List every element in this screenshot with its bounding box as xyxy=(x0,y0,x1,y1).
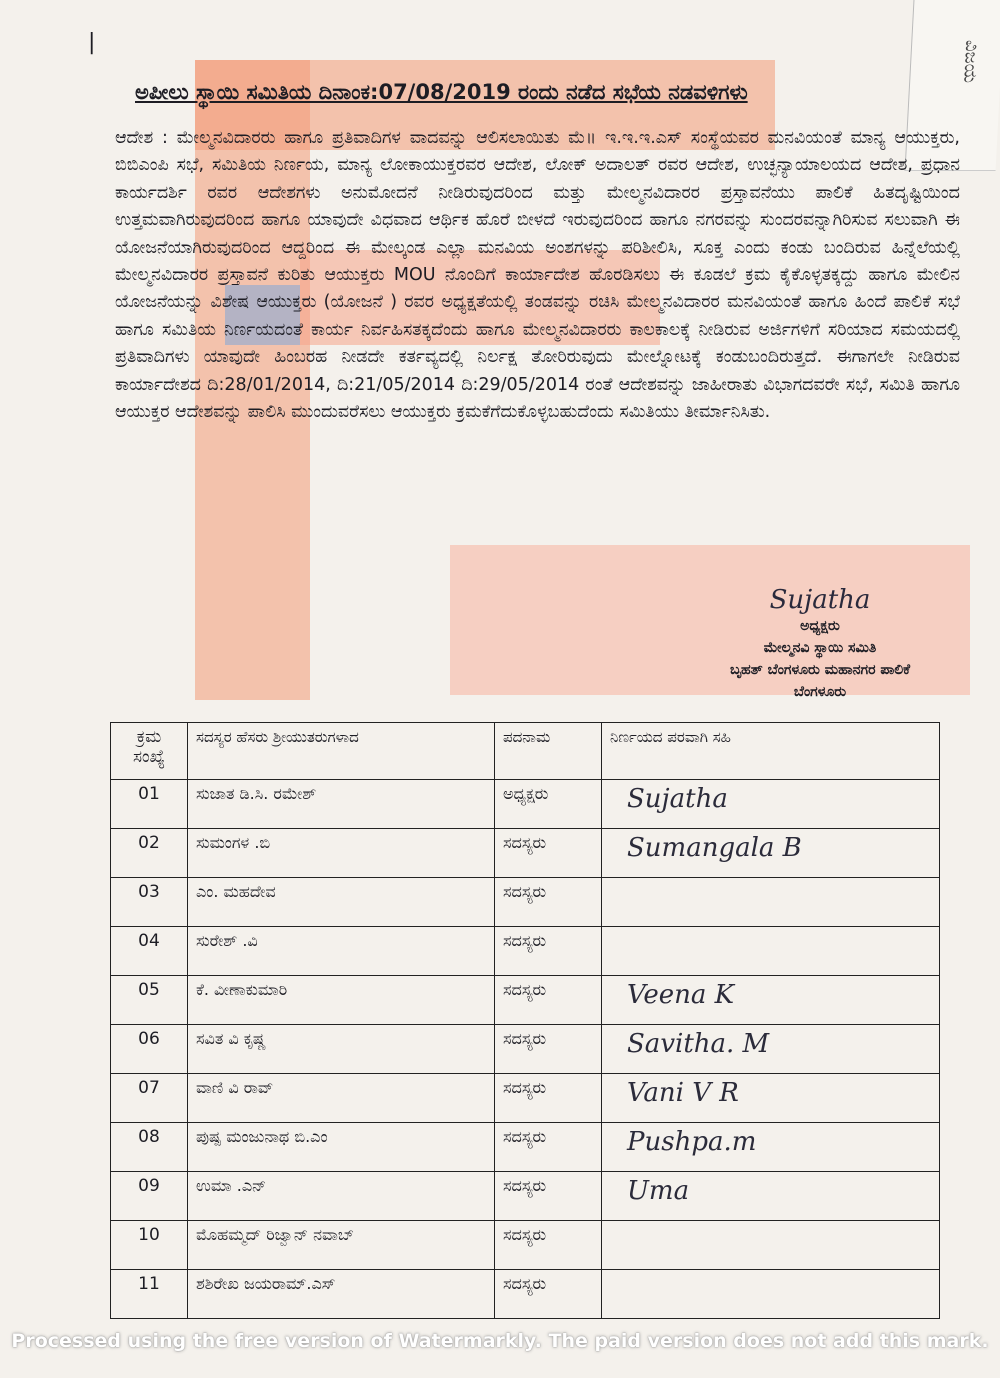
table-row xyxy=(111,1172,940,1221)
row-name: ಕೆ. ವೀಣಾಕುಮಾರಿ xyxy=(188,976,495,1025)
corner-note-text: ವಿಜಯ xyxy=(959,40,983,83)
row-serial: 01 xyxy=(111,780,188,829)
table-header-row xyxy=(111,723,940,780)
row-serial: 10 xyxy=(111,1221,188,1270)
table-row xyxy=(111,780,940,829)
row-serial: 09 xyxy=(111,1172,188,1221)
table-row xyxy=(111,1221,940,1270)
row-signature: Sujatha xyxy=(602,780,940,829)
row-designation: ಸದಸ್ಯರು xyxy=(495,878,602,927)
footer-watermark: Processed using the free version of Watermarkly. The paid version does not add this mark. xyxy=(11,1330,989,1352)
table-row xyxy=(111,927,940,976)
table-row xyxy=(111,976,940,1025)
row-signature: Veena K xyxy=(602,976,940,1025)
table-row xyxy=(111,1270,940,1319)
row-name: ಸವಿತ ವಿ ಕೃಷ್ಣ xyxy=(188,1025,495,1074)
table-body xyxy=(111,780,940,1319)
header-serial: ಕ್ರಮ ಸಂಖ್ಯೆ xyxy=(111,723,188,780)
table-row xyxy=(111,1025,940,1074)
document-title: ಅಪೀಲು ಸ್ಥಾಯಿ ಸಮಿತಿಯ ದಿನಾಂಕ:07/08/2019 ರಂದು ನಡೆದ ಸಭೆಯ ನಡವಳಿಗಳು xyxy=(135,80,748,104)
row-designation: ಸದಸ್ಯರು xyxy=(495,927,602,976)
row-designation: ಸದಸ್ಯರು xyxy=(495,1025,602,1074)
row-serial: 11 xyxy=(111,1270,188,1319)
row-designation: ಸದಸ್ಯರು xyxy=(495,1221,602,1270)
row-name: ಸುರೇಶ್ .ವಿ xyxy=(188,927,495,976)
row-name: ವಾಣಿ ವಿ ರಾವ್ xyxy=(188,1074,495,1123)
row-name: ಸುಮಂಗಳ .ಬಿ xyxy=(188,829,495,878)
table-row xyxy=(111,878,940,927)
row-serial: 08 xyxy=(111,1123,188,1172)
table-row xyxy=(111,1074,940,1123)
row-serial: 06 xyxy=(111,1025,188,1074)
signature-title: ಅಧ್ಯಕ್ಷರು xyxy=(800,618,840,634)
row-designation: ಅಧ್ಯಕ್ಷರು xyxy=(495,780,602,829)
row-signature: Vani V R xyxy=(602,1074,940,1123)
header-designation: ಪದನಾಮ xyxy=(495,723,602,780)
row-serial: 03 xyxy=(111,878,188,927)
chairperson-signature-block xyxy=(700,585,940,703)
signature-organisation: ಬೃಹತ್ ಬೆಂಗಳೂರು ಮಹಾನಗರ ಪಾಲಿಕೆ xyxy=(729,662,911,678)
row-signature xyxy=(602,1221,940,1270)
header-name: ಸದಸ್ಯರ ಹೆಸರು ಶ್ರೀಯುತರುಗಳಾದ xyxy=(188,723,495,780)
row-signature xyxy=(602,878,940,927)
row-signature xyxy=(602,1270,940,1319)
members-table xyxy=(110,722,940,1319)
row-name: ಎಂ. ಮಹದೇವ xyxy=(188,878,495,927)
signature-city: ಬೆಂಗಳೂರು xyxy=(793,684,847,700)
row-designation: ಸದಸ್ಯರು xyxy=(495,829,602,878)
row-signature: Savitha. M xyxy=(602,1025,940,1074)
row-designation: ಸದಸ್ಯರು xyxy=(495,1270,602,1319)
row-designation: ಸದಸ್ಯರು xyxy=(495,1172,602,1221)
row-designation: ಸದಸ್ಯರು xyxy=(495,1123,602,1172)
margin-mark: | xyxy=(88,30,96,55)
order-paragraph: ಆದೇಶ : ಮೇಲ್ಮನವಿದಾರರು ಹಾಗೂ ಪ್ರತಿವಾದಿಗಳ ವಾದವನ್ನು ಆಲಿಸಲಾಯಿತು ಮೆ॥ ಇ.ಇ.ಇ.ಎಸ್ ಸಂಸ್ಥೆಯವರ ಮನವಿಯಂತೆ ಮಾನ್ಯ ಆಯುಕ್ತರು, ಬಿಬಿಎಂಪಿ ಸಭೆ, ಸಮಿತಿಯ ನಿರ್ಣಯ, ಮಾನ್ಯ ಲೋಕಾಯುಕ್ತರವರ ಆದೇಶ, ಲೋಕ್ ಅದಾಲತ್ ರವರ ಆದೇಶ, ಉಚ್ಛನ್ಯಾಯಾಲಯದ ಆದೇಶ, ಪ್ರಧಾನ ಕಾರ್ಯದರ್ಶಿ ರವರ ಆದೇಶಗಳು ಅನುಮೋದನೆ ನೀಡಿರುವುದರಿಂದ ಮತ್ತು ಮೇಲ್ಮನವಿದಾರರ ಪ್ರಸ್ತಾವನೆಯು ಪಾಲಿಕೆ ಹಿತದೃಷ್ಟಿಯಿಂದ ಉತ್ತಮವಾಗಿರುವುದರಿಂದ ಹಾಗೂ ಯಾವುದೇ ವಿಧವಾದ ಆರ್ಥಿಕ ಹೊರೆ ಬೀಳದೆ ಇರುವುದರಿಂದ ಹಾಗೂ ನಗರವನ್ನು ಸುಂದರವನ್ನಾಗಿರಿಸುವ ಸಲುವಾಗಿ ಈ ಯೋಜನೆಯಾಗಿರುವುದರಿಂದ ಆದ್ದರಿಂದ ಈ ಮೇಲ್ಕಂಡ ಎಲ್ಲಾ ಮನವಿಯ ಅಂಶಗಳನ್ನು ಪರಿಶೀಲಿಸಿ, ಸೂಕ್ತ ಎಂದು ಕಂಡು ಬಂದಿರುವ ಹಿನ್ನೆಲೆಯಲ್ಲಿ ಮೇಲ್ಮನವಿದಾರರ ಪ್ರಸ್ತಾವನೆ ಕುರಿತು ಆಯುಕ್ತರು MOU ನೊಂದಿಗೆ ಕಾರ್ಯಾದೇಶ ಹೊರಡಿಸಲು ಈ ಕೂಡಲೆ ಕ್ರಮ ಕೈಕೊಳ್ಳತಕ್ಕದ್ದು ಹಾಗೂ ಮೇಲಿನ ಯೋಜನೆಯನ್ನು ವಿಶೇಷ ಆಯುಕ್ತರು (ಯೋಜನೆ ) ರವರ ಅಧ್ಯಕ್ಷತೆಯಲ್ಲಿ ತಂಡವನ್ನು ರಚಿಸಿ ಮೇಲ್ಮನವಿದಾರರ ಮನವಿಯಂತೆ ಹಾಗೂ ಹಿಂದೆ ಪಾಲಿಕೆ ಸಭೆ ಹಾಗೂ ಸಮಿತಿಯ ನಿರ್ಣಯದಂತೆ ಕಾರ್ಯ ನಿರ್ವಹಿಸತಕ್ಕದೆಂದು ಹಾಗೂ ಮೇಲ್ಮನವಿದಾರರು ಕಾಲಕಾಲಕ್ಕೆ ನೀಡಿರುವ ಅರ್ಜಿಗಳಿಗೆ ಸರಿಯಾದ ಸಮಯದಲ್ಲಿ ಪ್ರತಿವಾದಿಗಳು ಯಾವುದೇ ಹಿಂಬರಹ ನೀಡದೇ ಕರ್ತವ್ಯದಲ್ಲಿ ನಿರ್ಲಕ್ಷ ತೋರಿರುವುದು ಮೇಲ್ನೋಟಕ್ಕೆ ಕಂಡುಬಂದಿರುತ್ತದೆ. ಈಗಾಗಲೇ ನೀಡಿರುವ ಕಾರ್ಯಾದೇಶದ ದಿ:28/01/2014, ದಿ:21/05/2014 ದಿ:29/05/2014 ರಂತೆ ಆದೇಶವನ್ನು ಜಾಹೀರಾತು ವಿಭಾಗದವರೇ ಸಭೆ, ಸಮಿತಿ ಹಾಗೂ ಆಯುಕ್ತರ ಆದೇಶವನ್ನು ಪಾಲಿಸಿ ಮುಂದುವರೆಸಲು ಆಯುಕ್ತರು ಕ್ರಮಕೆಗೆದುಕೊಳ್ಳಬಹುದೆಂದು ಸಮಿತಿಯು ತೀರ್ಮಾನಿಸಿತು. xyxy=(115,128,960,423)
row-designation: ಸದಸ್ಯರು xyxy=(495,1074,602,1123)
row-serial: 07 xyxy=(111,1074,188,1123)
row-serial: 02 xyxy=(111,829,188,878)
row-signature: Uma xyxy=(602,1172,940,1221)
row-serial: 04 xyxy=(111,927,188,976)
row-signature: Pushpa.m xyxy=(602,1123,940,1172)
row-signature xyxy=(602,927,940,976)
row-name: ಶಶಿರೇಖ ಜಯರಾಮ್.ಎಸ್ xyxy=(188,1270,495,1319)
row-name: ಮೊಹಮ್ಮದ್ ರಿಜ್ವಾನ್ ನವಾಬ್ xyxy=(188,1221,495,1270)
row-designation: ಸದಸ್ಯರು xyxy=(495,976,602,1025)
table-row xyxy=(111,829,940,878)
handwritten-signature: Sujatha xyxy=(769,585,871,615)
row-name: ಸುಜಾತ ಡಿ.ಸಿ. ರಮೇಶ್ xyxy=(188,780,495,829)
signature-committee: ಮೇಲ್ಮನವಿ ಸ್ಥಾಯಿ ಸಮಿತಿ xyxy=(763,640,877,656)
row-name: ಪುಷ್ಪ ಮಂಜುನಾಥ ಬಿ.ಎಂ xyxy=(188,1123,495,1172)
row-serial: 05 xyxy=(111,976,188,1025)
row-name: ಉಮಾ .ಎನ್ xyxy=(188,1172,495,1221)
header-signature: ನಿರ್ಣಯದ ಪರವಾಗಿ ಸಹಿ xyxy=(602,723,940,780)
row-signature: Sumangala B xyxy=(602,829,940,878)
table-row xyxy=(111,1123,940,1172)
